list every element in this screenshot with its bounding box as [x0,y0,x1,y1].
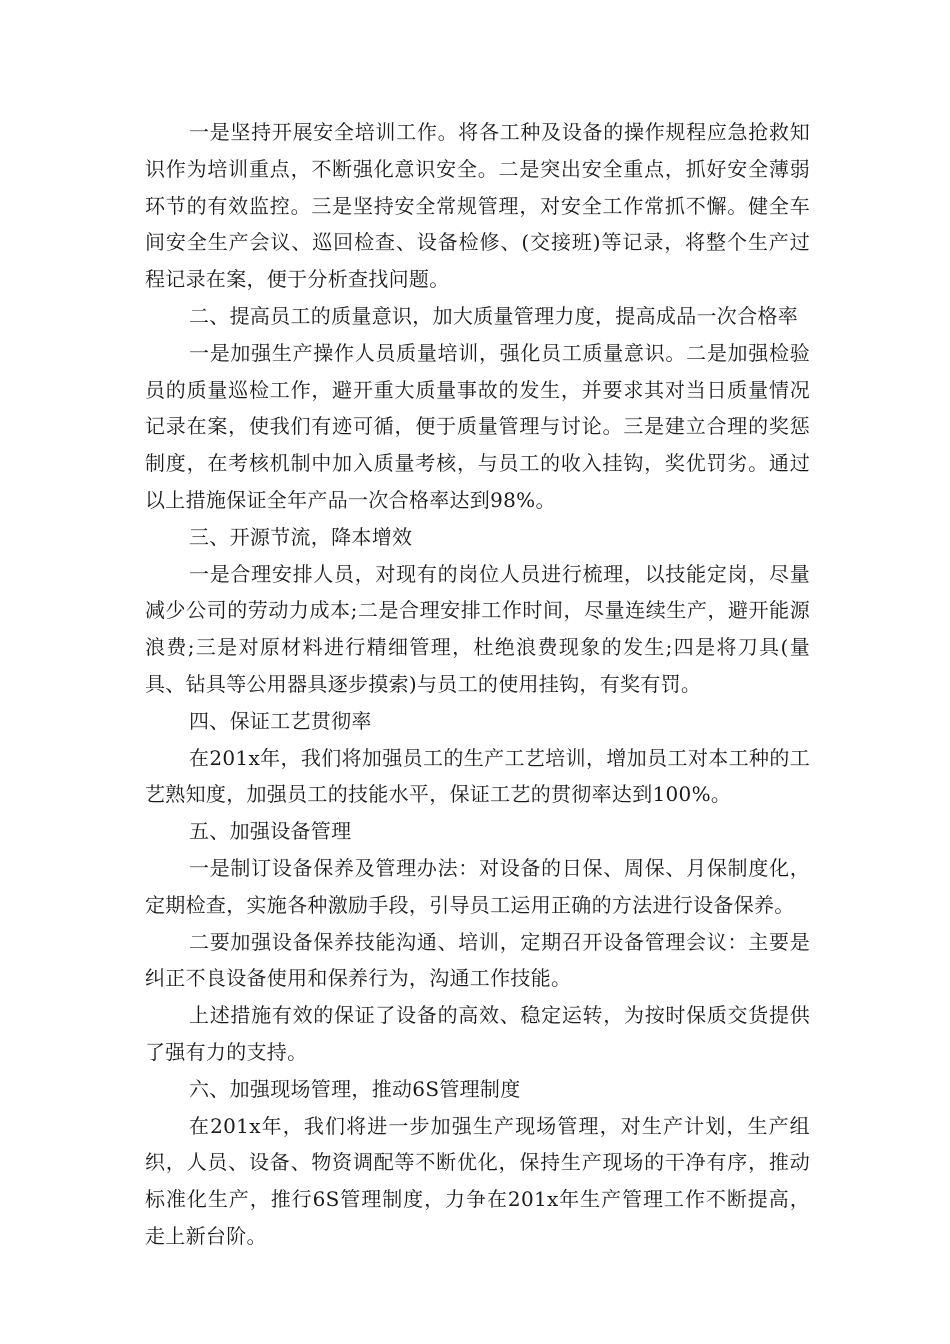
section-heading-site: 六、加强现场管理，推动6S管理制度 [189,1076,521,1101]
paragraph-equipment-3: 上述措施有效的保证了设备的高效、稳定运转，为按时保质交货提供了强有力的支持。 [145,1003,810,1064]
paragraph-site: 在201x年，我们将进一步加强生产现场管理，对生产计划，生产组织，人员、设备、物资调配等不断优化，保持生产现场的干净有序，推动标准化生产，推行6S管理制度，力争在201x年生产管理工作不断提高，走上新台阶。 [145,1113,810,1248]
paragraph-process: 在201x年，我们将加强员工的生产工艺培训，增加员工对本工种的工艺熟知度，加强员工的技能水平，保证工艺的贯彻率达到100%。 [145,745,810,807]
section-heading-equipment: 五、加强设备管理 [189,819,352,844]
document-body [145,114,810,1255]
section-heading-quality: 二、提高员工的质量意识，加大质量管理力度，提高成品一次合格率 [189,303,798,328]
section-heading-cost: 三、开源节流，降本增效 [189,524,413,549]
paragraph-equipment-1: 一是制订设备保养及管理办法：对设备的日保、周保、月保制度化，定期检查，实施各种激励手段，引导员工运用正确的方法进行设备保养。 [145,855,810,917]
paragraph-safety-training: 一是坚持开展安全培训工作。将各工种及设备的操作规程应急抢救知识作为培训重点，不断强化意识安全。二是突出安全重点，抓好安全薄弱环节的有效监控。三是坚持安全常规管理，对安全工作常抓不懈。健全车间安全生产会议、巡回检查、设备检修、(交接班)等记录，将整个生产过程记录在案，便于分析查找问题。 [145,120,810,292]
paragraph-quality: 一是加强生产操作人员质量培训，强化员工质量意识。二是加强检验员的质量巡检工作，避开重大质量事故的发生，并要求其对当日质量情况记录在案，使我们有迹可循，便于质量管理与讨论。三是建立合理的奖惩制度，在考核机制中加入质量考核，与员工的收入挂钩，奖优罚劣。通过以上措施保证全年产品一次合格率达到98%。 [145,340,810,512]
section-heading-process: 四、保证工艺贯彻率 [189,708,372,733]
paragraph-cost: 一是合理安排人员，对现有的岗位人员进行梳理，以技能定岗，尽量减少公司的劳动力成本;二是合理安排工作时间，尽量连续生产，避开能源浪费;三是对原材料进行精细管理，杜绝浪费现象的发生;四是将刀具(量具、钻具等公用器具逐步摸索)与员工的使用挂钩，有奖有罚。 [145,561,810,696]
paragraph-equipment-2: 二要加强设备保养技能沟通、培训，定期召开设备管理会议：主要是纠正不良设备使用和保养行为，沟通工作技能。 [145,929,810,991]
